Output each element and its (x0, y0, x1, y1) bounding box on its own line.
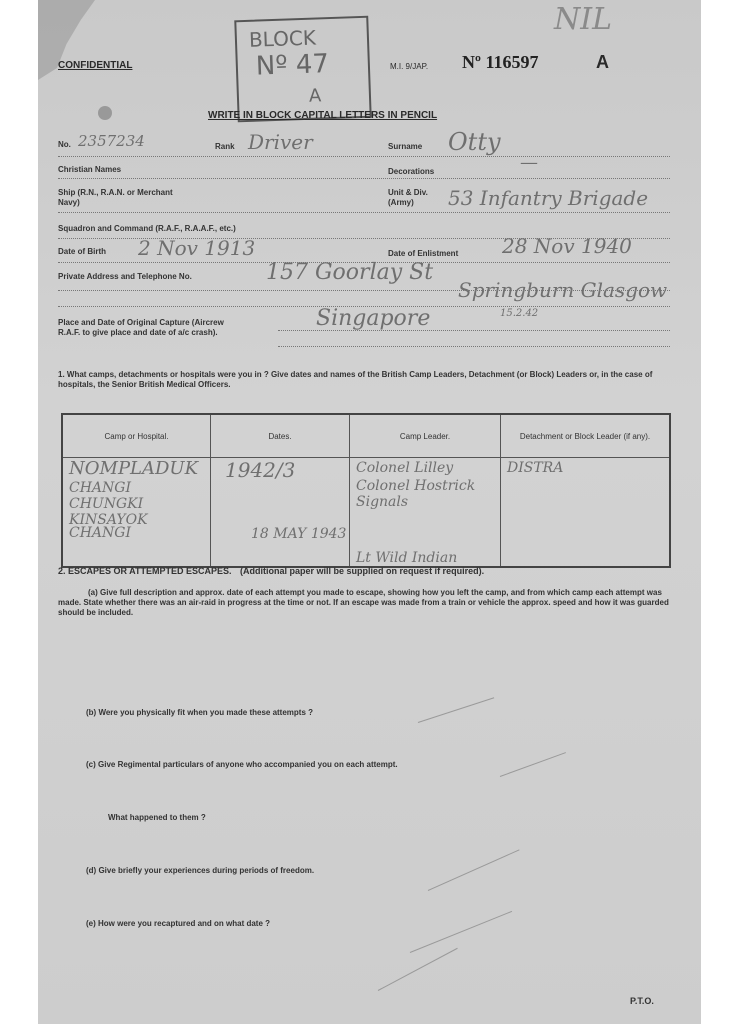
squadron-label: Squadron and Command (R.A.F., R.A.A.F., etc.) (58, 224, 236, 233)
ship-label: Ship (R.N., R.A.N. or Merchant Navy) (58, 188, 173, 207)
block-leaders-cell (501, 458, 671, 568)
camp-entry: CHANGI (69, 480, 131, 496)
dob-value: 2 Nov 1913 (138, 236, 256, 260)
q2a-text: (a) Give full description and approx. date of each attempt you made to escape, showing how you left the camp, and from which camp each attempt was made. State whether there was an air-raid in progress at the time or not. If an escape was made from a train or vehicle the approx. speed and how it was guarded should be included. (58, 588, 669, 617)
pencil-mark (410, 911, 512, 953)
punch-hole (98, 106, 112, 120)
top-mark: NIL (554, 2, 613, 37)
camp-entry: CHUNGKI (69, 496, 144, 512)
form-suffix: A (596, 52, 609, 72)
date-entry: 18 MAY 1943 (251, 526, 347, 542)
pencil-mark (418, 697, 494, 723)
q2c-text: (c) Give Regimental particulars of anyone who accompanied you on each attempt. (86, 760, 398, 769)
ref-code: M.I. 9/JAP. (390, 62, 429, 71)
header-block-leader: Detachment or Block Leader (if any). (501, 414, 671, 458)
form-number: Nº 116597 (462, 52, 539, 72)
enlist-value: 28 Nov 1940 (502, 234, 632, 258)
rank-value: Driver (248, 130, 313, 154)
dob-label: Date of Birth (58, 247, 106, 256)
header-leader: Camp Leader. (350, 414, 501, 458)
camps-table (61, 413, 671, 568)
leader-entry: Colonel Lilley (356, 460, 454, 476)
pencil-mark (378, 948, 458, 991)
unit-label: Unit & Div. (Army) (388, 188, 428, 207)
block-leader-entry: DISTRA (507, 460, 564, 476)
capture-date: 15.2.42 (500, 308, 539, 319)
surname-label: Surname (388, 142, 423, 151)
q2d-text: (d) Give briefly your experiences during periods of freedom. (86, 866, 315, 875)
block-stamp: BLOCK Nº 47 A (234, 16, 371, 123)
document-page (38, 0, 701, 1024)
surname-value: Otty (448, 128, 501, 156)
instruction: WRITE IN BLOCK CAPITAL LETTERS IN PENCIL (208, 110, 438, 121)
leader-entry: Lt Wild Indian (356, 550, 458, 566)
no-value: 2357234 (78, 132, 145, 150)
address-label: Private Address and Telephone No. (58, 272, 192, 281)
pto-label: P.T.O. (630, 996, 654, 1006)
leaders-cell (350, 458, 501, 568)
no-label: No. (58, 140, 71, 149)
pencil-mark (500, 752, 566, 777)
pencil-mark (428, 849, 520, 891)
q2-title-main: 2. ESCAPES OR ATTEMPTED ESCAPES. (58, 566, 232, 576)
header-camp: Camp or Hospital. (62, 414, 211, 458)
capture-label: Place and Date of Original Capture (Aircrew R.A.F. to give place and date of a/c crash). (58, 318, 224, 337)
address-line1: 157 Goorlay St (266, 260, 434, 285)
q2c2-text: What happened to them ? (108, 813, 206, 822)
q2e-text: (e) How were you recaptured and on what date ? (86, 919, 271, 928)
decorations-label: Decorations (388, 167, 435, 176)
leader-entry: Colonel Hostrick Signals (356, 478, 476, 510)
q1-text: 1. What camps, detachments or hospitals were you in ? Give dates and names of the British Camp Leaders, Detachment (or Block) Leaders or, in the case of hospitals, the Senior British Medical Officers. (58, 370, 653, 389)
decorations-value: — (520, 152, 538, 173)
enlist-label: Date of Enlistment (388, 249, 459, 258)
unit-value: 53 Infantry Brigade (448, 186, 649, 210)
camp-entry: CHANGI (69, 525, 131, 541)
date-entry: 1942/3 (225, 458, 296, 482)
q2b-text: (b) Were you physically fit when you made these attempts ? (86, 708, 314, 717)
capture-value: Singapore (316, 306, 431, 331)
rank-label: Rank (215, 142, 235, 151)
address-line2: Springburn Glasgow (458, 278, 668, 302)
classification: CONFIDENTIAL (58, 60, 133, 71)
q2-title-note: (Additional paper will be supplied on request if required). (240, 566, 485, 576)
christian-label: Christian Names (58, 165, 122, 174)
camps-cell (62, 458, 211, 568)
camp-entry: NOMPLADUK (69, 458, 199, 479)
dates-cell (211, 458, 350, 568)
camp-entry: KINSAYOK (69, 512, 148, 528)
header-dates: Dates. (211, 414, 350, 458)
q2-title (58, 566, 484, 576)
